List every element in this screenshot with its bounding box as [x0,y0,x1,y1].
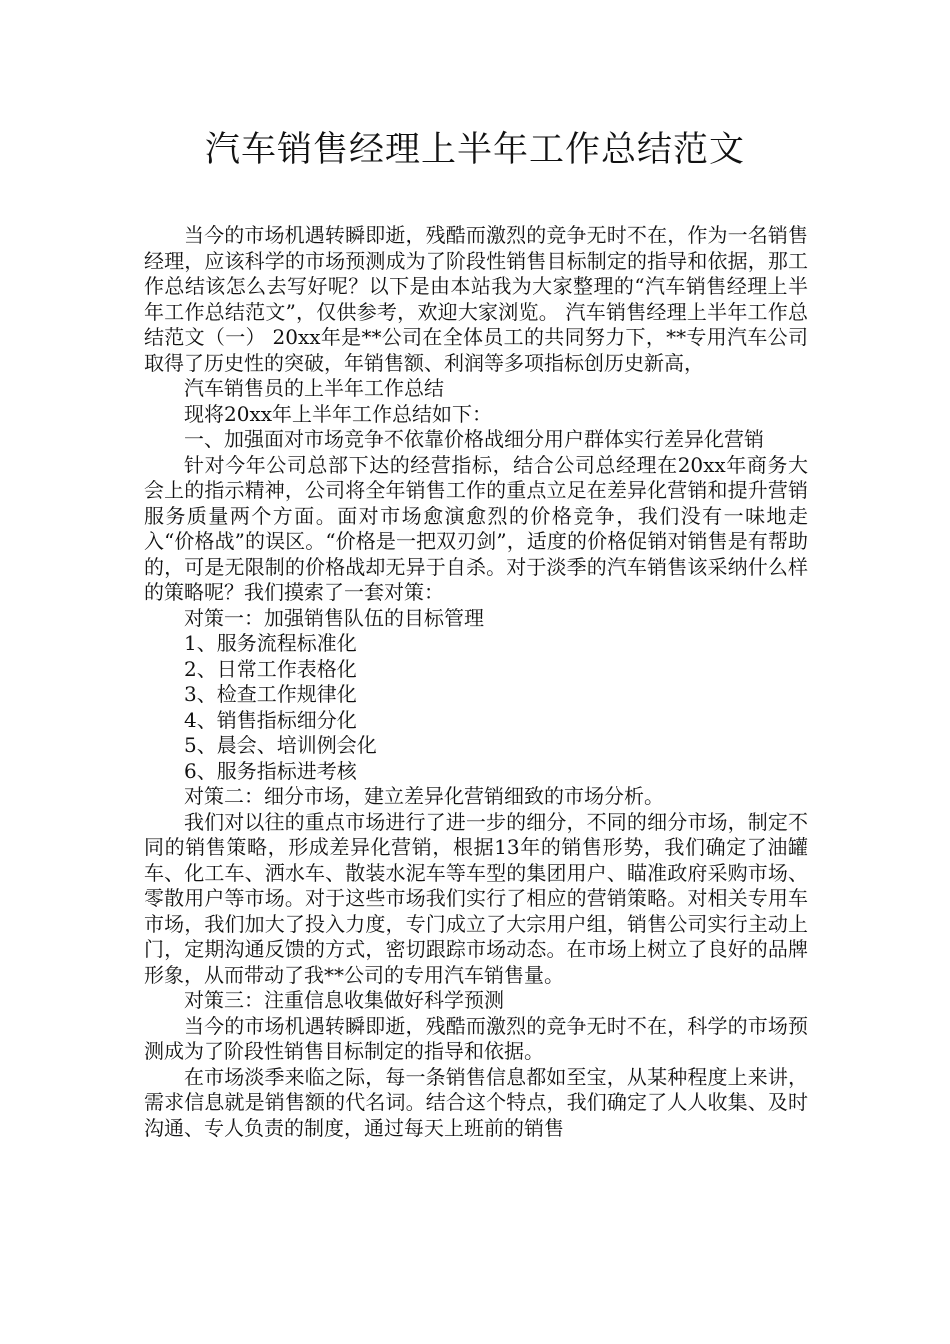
list-item: 4、销售指标细分化 [184,707,357,732]
paragraph-subtitle: 汽车销售员的上半年工作总结 [184,376,444,400]
paragraph-market-segmentation: 我们对以往的重点市场进行了进一步的细分，不同的细分市场，制定不同的销售策略，形成差异化营销，根据13年的销售形势，我们确定了油罐车、化工车、洒水车、散装水泥车等车型的集团用户、瞄准政府采购市场、零散用户等市场。对于这些市场我们实行了相应的营销策略。对相关专用车市场，我们加大了投入力度，专门成立了大宗用户组，销售公司实行主动上门，定期沟通反馈的方式，密切跟踪市场动态。在市场上树立了良好的品牌形象，从而带动了我**公司的专用汽车销售量。 [144,809,808,987]
paragraph-intro: 当今的市场机遇转瞬即逝，残酷而激烈的竞争无时不在，作为一名销售经理，应该科学的市场预测成为了阶段性销售目标制定的指导和依据，那工作总结该怎么去写好呢？以下是由本站我为大家整理的“汽车销售经理上半年工作总结范文”，仅供参考，欢迎大家浏览。 汽车销售经理上半年工作总结范文（一） 20xx年是**公司在全体员工的共同努力下，**专用汽车公司取得了历史性的突破，年销售额、利润等多项指标创历史新高， [144,223,808,375]
strategy-heading-2: 对策二：细分市场，建立差异化营销细致的市场分析。 [184,784,664,808]
paragraph-forecast: 当今的市场机遇转瞬即逝，残酷而激烈的竞争无时不在，科学的市场预测成为了阶段性销售目标制定的指导和依据。 [144,1013,808,1063]
list-item: 3、检查工作规律化 [184,682,357,706]
list-item: 2、日常工作表格化 [184,656,357,681]
list-item: 6、服务指标进考核 [184,758,357,783]
section-heading-1: 一、加强面对市场竞争不依靠价格战细分用户群体实行差异化营销 [184,427,764,451]
paragraph-information-collection: 在市场淡季来临之际，每一条销售信息都如至宝，从某种程度上来讲，需求信息就是销售额的代名词。结合这个特点，我们确定了人人收集、及时沟通、专人负责的制度，通过每天上班前的销售 [144,1064,808,1140]
paragraph-summary-lead: 现将20xx年上半年工作总结如下： [184,401,493,426]
paragraph-strategy: 针对今年公司总部下达的经营指标，结合公司总经理在20xx年商务大会上的指示精神，公司将全年销售工作的重点立足在差异化营销和提升营销服务质量两个方面。面对市场愈演愈烈的价格竞争，我们没有一味地走入“价格战”的误区。“价格是一把双刃剑”，适度的价格促销对销售是有帮助的，可是无限制的价格战却无异于自杀。对于淡季的汽车销售该采纳什么样的策略呢？我们摸索了一套对策： [144,452,808,604]
list-item: 5、晨会、培训例会化 [184,733,377,757]
list-item: 1、服务流程标准化 [184,631,357,655]
document-title: 汽车销售经理上半年工作总结范文 [204,130,745,170]
document-body [144,223,808,1141]
strategy-heading-3: 对策三：注重信息收集做好科学预测 [184,988,504,1012]
strategy-heading-1: 对策一：加强销售队伍的目标管理 [184,605,484,630]
